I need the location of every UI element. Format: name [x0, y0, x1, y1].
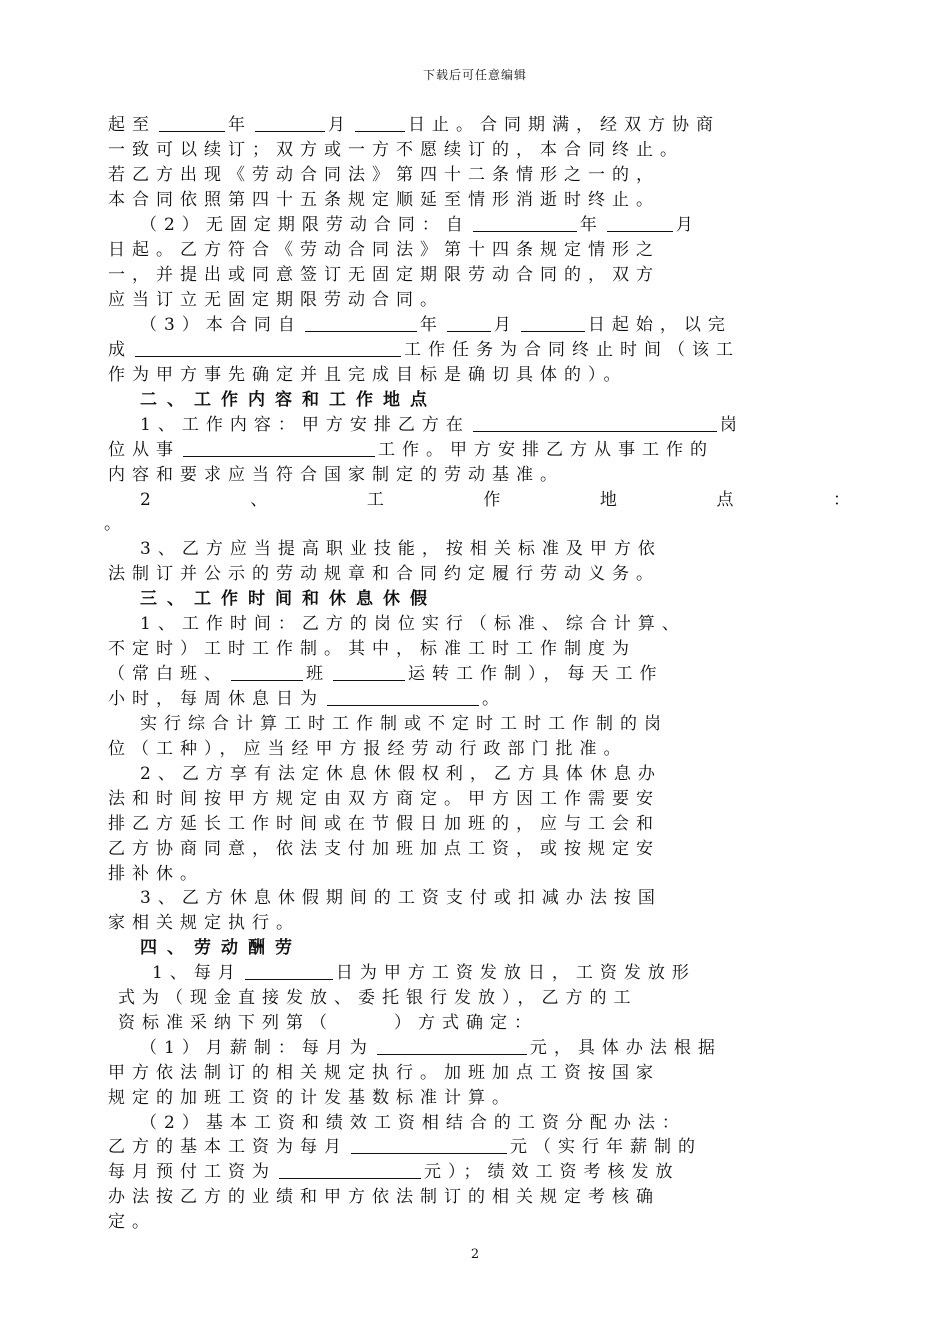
- text-line: （常白班、 班 运转工作制），每天工作: [108, 664, 664, 684]
- text-line: 每月预付工资为 元）；绩效工资考核发放: [108, 1162, 680, 1182]
- text-line: 2、乙方享有法定休息休假权利，乙方具体休息办: [140, 764, 662, 784]
- text-line: （2）基本工资和绩效工资相结合的工资分配办法：: [140, 1113, 686, 1133]
- text-line: （1）月薪制：每月为 元，具体办法根据: [140, 1038, 722, 1058]
- text-line: 作为甲方事先确定并且完成目标是确切具体的）。: [108, 365, 628, 385]
- text-line: 3、乙方休息休假期间的工资支付或扣减办法按国: [140, 888, 662, 908]
- text-line: 日起。乙方符合《劳动合同法》第十四条规定情形之: [108, 240, 660, 260]
- text-line: （2）无固定期限劳动合同：自 年 月: [140, 215, 700, 235]
- text-line: 若乙方出现《劳动合同法》第四十二条情形之一的，: [108, 165, 660, 185]
- text-line: 位（工种），应当经甲方报经劳动行政部门批准。: [108, 739, 628, 759]
- text-line: （3）本合同自 年 月 日起始，以完: [140, 315, 732, 335]
- text-line: 不定时）工时工作制。其中，标准工时工作制度为: [108, 639, 636, 659]
- text-line: 1、工作内容：甲方安排乙方在 岗: [140, 415, 744, 435]
- text-line: 本合同依照第四十五条规定顺延至情形消逝时终止。: [108, 190, 660, 210]
- section-heading: 二、工作内容和工作地点: [140, 390, 437, 410]
- page-header: 下载后可任意编辑: [422, 68, 527, 82]
- text-line: 起至 年 月 日止。合同期满，经双方协商: [108, 115, 720, 135]
- text-line: 2、工作地点：: [140, 490, 850, 510]
- text-line: 应当订立无固定期限劳动合同。: [108, 290, 444, 310]
- text-line: 成 工作任务为合同终止时间（该工: [108, 340, 740, 360]
- text-line: 家相关规定执行。: [108, 913, 300, 933]
- text-line: 1、每月 日为甲方工资发放日，工资发放形: [152, 963, 696, 983]
- text-line: 乙方协商同意，依法支付加班加点工资，或按规定安: [108, 839, 660, 859]
- text-line: 甲方依法制订的相关规定执行。加班加点工资按国家: [108, 1063, 660, 1083]
- text-line: 办法按乙方的业绩和甲方依法制订的相关规定考核确: [108, 1187, 660, 1207]
- text-line: 1、工作时间：乙方的岗位实行（标准、综合计算、: [140, 614, 686, 634]
- text-line: 资标准采纳下列第（ ）方式确定：: [118, 1013, 538, 1033]
- text-line: 小时，每周休息日为 。: [108, 689, 506, 709]
- section-heading: 三、工作时间和休息休假: [140, 589, 437, 609]
- text-line: 位从事 工作。甲方安排乙方从事工作的: [108, 440, 714, 460]
- text-line: 法制订并公示的劳动规章和合同约定履行劳动义务。: [108, 564, 660, 584]
- text-line: 乙方的基本工资为每月 元（实行年薪制的: [108, 1137, 702, 1157]
- text-line: 。: [104, 514, 128, 534]
- text-line: 排乙方延长工作时间或在节假日加班的，应与工会和: [108, 814, 660, 834]
- text-line: 3、乙方应当提高职业技能，按相关标准及甲方依: [140, 539, 662, 559]
- section-heading: 四、劳动酬劳: [140, 938, 302, 958]
- text-line: 式为（现金直接发放、委托银行发放），乙方的工: [118, 988, 638, 1008]
- text-line: 一致可以续订；双方或一方不愿续订的，本合同终止。: [108, 140, 684, 160]
- page-number: 2: [470, 1247, 480, 1262]
- text-line: 定。: [108, 1212, 156, 1232]
- text-line: 实行综合计算工时工作制或不定时工时工作制的岗: [140, 714, 668, 734]
- text-line: 法和时间按甲方规定由双方商定。甲方因工作需要安: [108, 789, 660, 809]
- text-line: 排补休。: [108, 864, 204, 884]
- text-line: 规定的加班工资的计发基数标准计算。: [108, 1088, 516, 1108]
- text-line: 一，并提出或同意签订无固定期限劳动合同的，双方: [108, 265, 660, 285]
- text-line: 内容和要求应当符合国家制定的劳动基准。: [108, 465, 564, 485]
